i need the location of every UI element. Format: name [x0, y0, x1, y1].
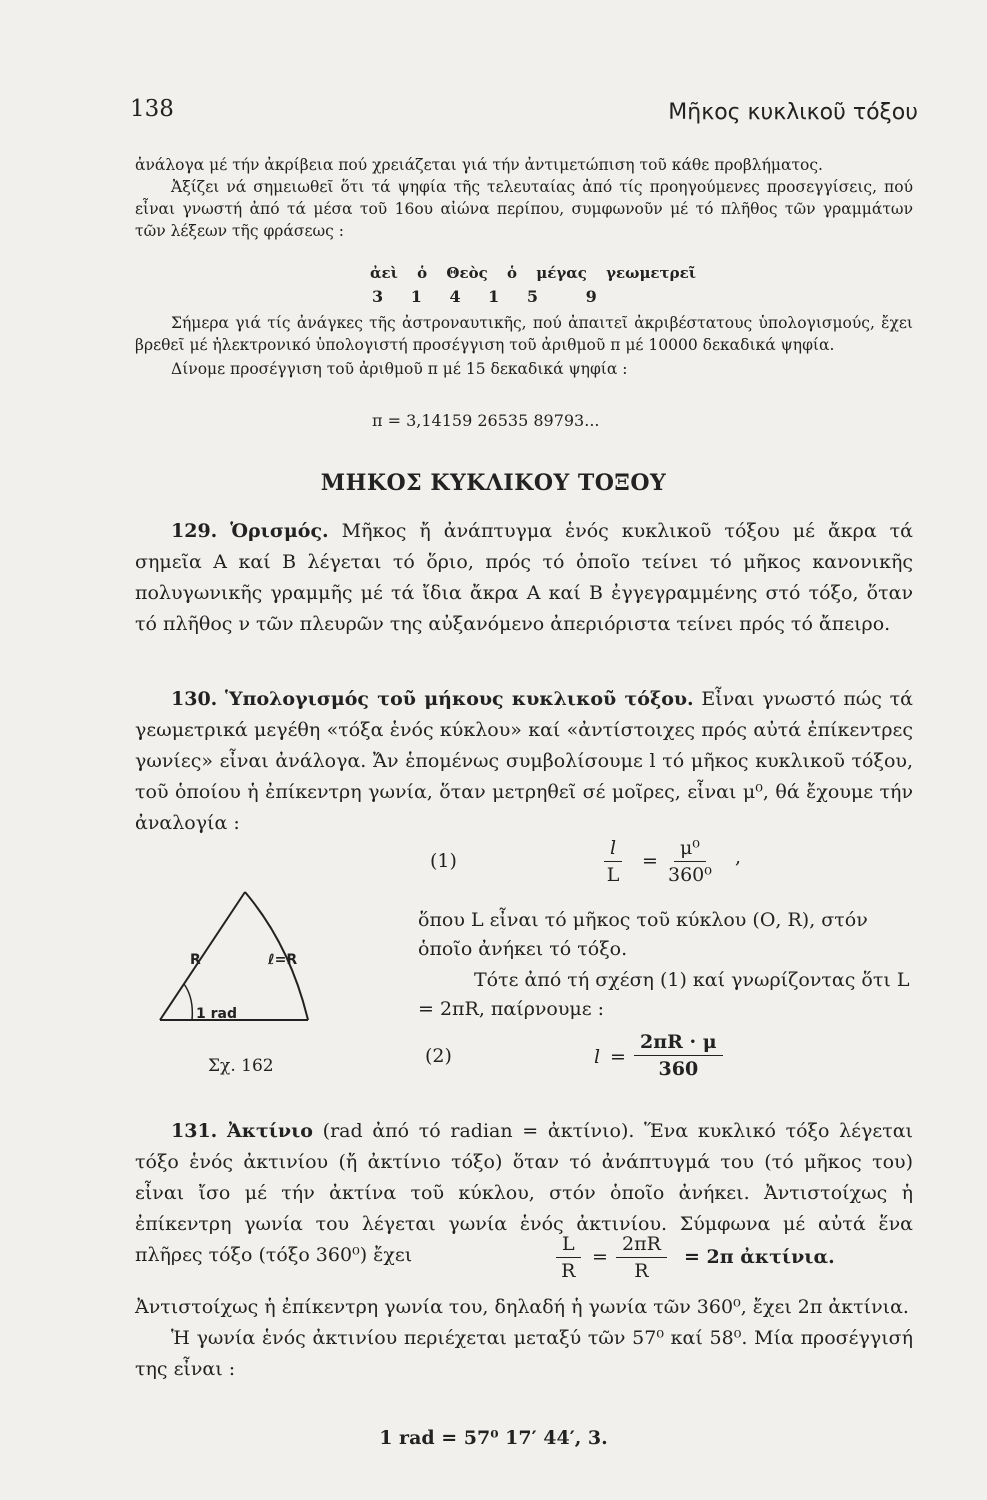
intro-para-1: ἀνάλογα μέ τήν ἀκρίβεια πού χρειάζεται γιά τήν ἀντιμετώπιση τοῦ κάθε προβλήματος. [135, 156, 823, 174]
running-title: Μῆκος κυκλικοῦ τόξου [668, 100, 918, 125]
intro-block-2 [135, 312, 913, 380]
motto-word: ὁ [417, 264, 428, 282]
fraction-numerator: l [604, 836, 622, 862]
fraction-denominator: L [606, 864, 620, 886]
section-heading: Ἀκτίνιο [226, 1120, 313, 1142]
intro-para-2: Ἀξίζει νά σημειωθεῖ ὅτι τά ψηφία τῆς τελευταίας ἀπό τίς προηγούμενες προσεγγίσεις, πού εἶναι γνωστή ἀπό τά μέσα τοῦ 16ου αἰώνα περίπου, συμφωνοῦν μέ τό πλῆθος τῶν γραμμάτων τῶν λέξεων τῆς φράσεως : [135, 178, 913, 240]
motto-digit: 9 [585, 287, 597, 306]
equals-sign: = [592, 1246, 608, 1268]
figure-label-r: R [190, 952, 201, 968]
then-text-block [418, 966, 918, 1024]
section-text: Μῆκος ἤ ἀνάπτυγμα ἑνός κυκλικοῦ τόξου μέ ἄκρα τά σημεῖα Α καί Β λέγεται τό ὅριο, πρός τό ὁποῖο τείνει τό μῆκος κανονικῆς πολυγωνικῆς γραμμῆς μέ τά ἴδια ἄκρα Α καί Β ἐγγεγραμμένης στό τόξο, ὅταν τό πλῆθος ν τῶν πλευρῶν της αὐξανόμενο ἀπεριόριστα τείνει πρός τό ἄπειρο. [135, 520, 913, 635]
motto-digit: 1 [488, 287, 500, 306]
fraction-l-over-r [556, 1232, 581, 1284]
section-text: Ἡ γωνία ἑνός ἀκτινίου περιέχεται μεταξύ τῶν 57⁰ καί 58⁰. Μία προσέγγισή της εἶναι : [135, 1327, 913, 1380]
fraction-denominator: 360⁰ [668, 864, 712, 886]
section-heading: Ὁρισμός. [230, 520, 329, 542]
section-number: 130. [171, 688, 218, 710]
equation-1-rhs [668, 836, 712, 888]
motto-phrase [370, 264, 710, 282]
motto-digit: 3 [372, 287, 384, 306]
page-header [130, 96, 918, 136]
fraction-denominator: R [634, 1260, 649, 1282]
intro-block [135, 154, 913, 242]
intro-para-3: Σήμερα γιά τίς ἀνάγκες τῆς ἀστροναυτικῆς, πού ἀπαιτεῖ ἀκριβέστατους ὑπολογισμούς, ἔχει βρεθεῖ μέ ἠλεκτρονικό ὑπολογιστή προσέγγιση τοῦ ἀριθμοῦ π μέ 10000 δεκαδικά ψηφία. [135, 314, 913, 354]
motto-word: γεωμετρεῖ [606, 264, 696, 282]
pi-value: π = 3,14159 26535 89793... [372, 411, 600, 430]
motto-word: ὁ [506, 264, 517, 282]
fraction-denominator: 360 [658, 1058, 699, 1080]
section-text: Εἶναι γνωστό πώς τά γεωμετρικά μεγέθη «τόξα ἑνός κύκλου» καί «ἀντίστοιχες πρός αὐτά ἐπίκεντρες γωνίες» εἶναι ἀνάλογα. Ἄν ἑπομένως συμβολίσουμε l τό μῆκος κυκλικοῦ τόξου, τοῦ ὁποίου ἡ ἐπίκεντρη γωνία, ὅταν μετρηθεῖ σέ μοῖρες, εἶναι μ⁰, θά ἔχουμε τήν ἀναλογία : [135, 688, 913, 834]
section-131-continued [135, 1292, 913, 1385]
radian-value: 1 rad = 57⁰ 17′ 44′, 3. [379, 1427, 608, 1449]
fraction-numerator: 2πR · μ [634, 1030, 723, 1056]
motto-word: μέγας [536, 264, 587, 282]
motto-word: ἀεὶ [370, 264, 398, 282]
motto-word: Θεὸς [446, 264, 488, 282]
figure-caption: Σχ. 162 [208, 1056, 274, 1076]
fraction-2pir-over-r [616, 1232, 667, 1284]
section-130 [135, 684, 913, 839]
motto-digit: 4 [449, 287, 461, 306]
equation-2-label: (2) [425, 1045, 452, 1067]
then-text: Τότε ἀπό τή σχέση (1) καί γνωρίζοντας ὅτι L = 2πR, παίρνουμε : [418, 969, 910, 1020]
page-number: 138 [130, 96, 174, 122]
equation-1-lhs [604, 836, 622, 888]
section-title: ΜΗΚΟΣ ΚΥΚΛΙΚΟΥ ΤΟΞΟΥ [320, 470, 667, 496]
section-129 [135, 516, 913, 640]
section-text: Ἀντιστοίχως ἡ ἐπίκεντρη γωνία του, δηλαδή ἡ γωνία τῶν 360⁰, ἔχει 2π ἀκτίνια. [135, 1296, 909, 1318]
fraction-denominator: R [561, 1260, 576, 1282]
fraction-numerator: 2πR [616, 1232, 667, 1258]
comma: , [735, 846, 742, 868]
figure-label-arc: ℓ=R [268, 952, 298, 968]
where-text-block [418, 906, 918, 964]
figure-label-rad: 1 rad [196, 1006, 237, 1022]
motto-digit: 1 [410, 287, 422, 306]
radian-result: = 2π ἀκτίνια. [684, 1246, 835, 1268]
section-number: 129. [171, 520, 218, 542]
fraction-numerator: L [556, 1232, 581, 1258]
fraction-numerator: μ⁰ [674, 836, 706, 862]
radian-fraction-line [556, 1232, 916, 1292]
equals-sign: = [610, 1046, 626, 1068]
intro-para-4: Δίνομε προσέγγιση τοῦ ἀριθμοῦ π μέ 15 δεκαδικά ψηφία : [171, 360, 628, 378]
equation-1-label: (1) [430, 850, 457, 872]
equals-sign: = [642, 850, 658, 872]
motto-digit: 5 [526, 287, 539, 306]
where-text: ὅπου L εἶναι τό μῆκος τοῦ κύκλου (Ο, R), στόν ὁποῖο ἀνήκει τό τόξο. [418, 909, 868, 960]
section-number: 131. [171, 1120, 218, 1142]
equation-2-lhs: l [594, 1046, 601, 1068]
section-heading: Ὑπολογισμός τοῦ μήκους κυκλικοῦ τόξου. [225, 688, 694, 710]
motto-digits [372, 287, 619, 306]
section-text: (rad ἀπό τό radian = ἀκτίνιο). Ἕνα κυκλικό τόξο λέγεται τόξο ἑνός ἀκτινίου (ἤ ἀκτίνιο τόξο) ὅταν τό ἀνάπτυγμά του (τό μῆκος του) εἶναι ἴσο μέ τήν ἀκτίνα τοῦ κύκλου, στόν ὁποῖο ἀνήκει. Ἀντιστοίχως ἡ ἐπίκεντρη γωνία του λέγεται γωνία ἑνός ἀκτινίου. Σύμφωνα μέ αὐτά ἕνα πλῆρες τόξο (τόξο 360⁰) ἔχει [135, 1120, 914, 1266]
equation-2-rhs [634, 1030, 723, 1082]
